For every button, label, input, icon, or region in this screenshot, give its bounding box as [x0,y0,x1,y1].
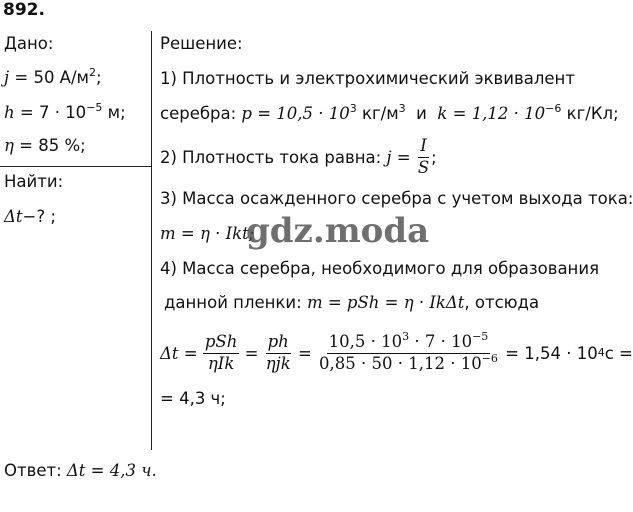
solution-header: Решение: [160,34,243,53]
find-value: Δt−? ; [4,207,56,226]
problem-number: 892. [3,0,45,20]
step3-line1: 3) Масса осажденного серебра с учетом выхода тока: [160,189,633,208]
final-formula: Δt = $\frac{\text{pSh}}{\text{ηIk}}$ = $\frac{ph}{\text{ηjk}}$ = $\frac{10,5 \cdot 10^3 \cdot 7 \cdot 10^{-5}}{0,85 \cdot 50 \cdot 1,12 \cdot 10^{-6}}$ = 1,54 · 10 4 с = [160,329,633,373]
find-header: Найти: [4,172,64,191]
step1-line1: 1) Плотность и электрохимический эквивалент [160,69,575,88]
result-line2: = 4,3 ч; [160,389,226,408]
step4-line2: данной пленки: m = pSh = η · IkΔt, отсюда [164,293,540,312]
step4-line1: 4) Масса серебра, необходимого для образования [160,259,599,278]
horizontal-divider [0,166,151,167]
given-eta: η = 85 %; [4,136,86,155]
answer: Ответ: Δt = 4,3 ч. [4,461,157,480]
vertical-divider [151,31,152,450]
watermark-logo: gdz.moda [246,211,430,251]
step1-line2: серебра: $p = 10,5 \cdot 10^3$ $кг/м^3$ и $k = 1,12 \cdot 10^{-6}$ кг/Кл; [160,102,619,123]
given-j: j = 50 $А/м^2$; [4,66,102,87]
given-header: Дано: [4,34,54,53]
step2: 2) Плотность тока равна: j = $\frac{I}{S}$ ; [160,135,437,177]
step3-formula: m = η · Ikt; [160,224,255,243]
given-h: $h = 7 \cdot 10^{-5}$ м; [4,101,126,122]
